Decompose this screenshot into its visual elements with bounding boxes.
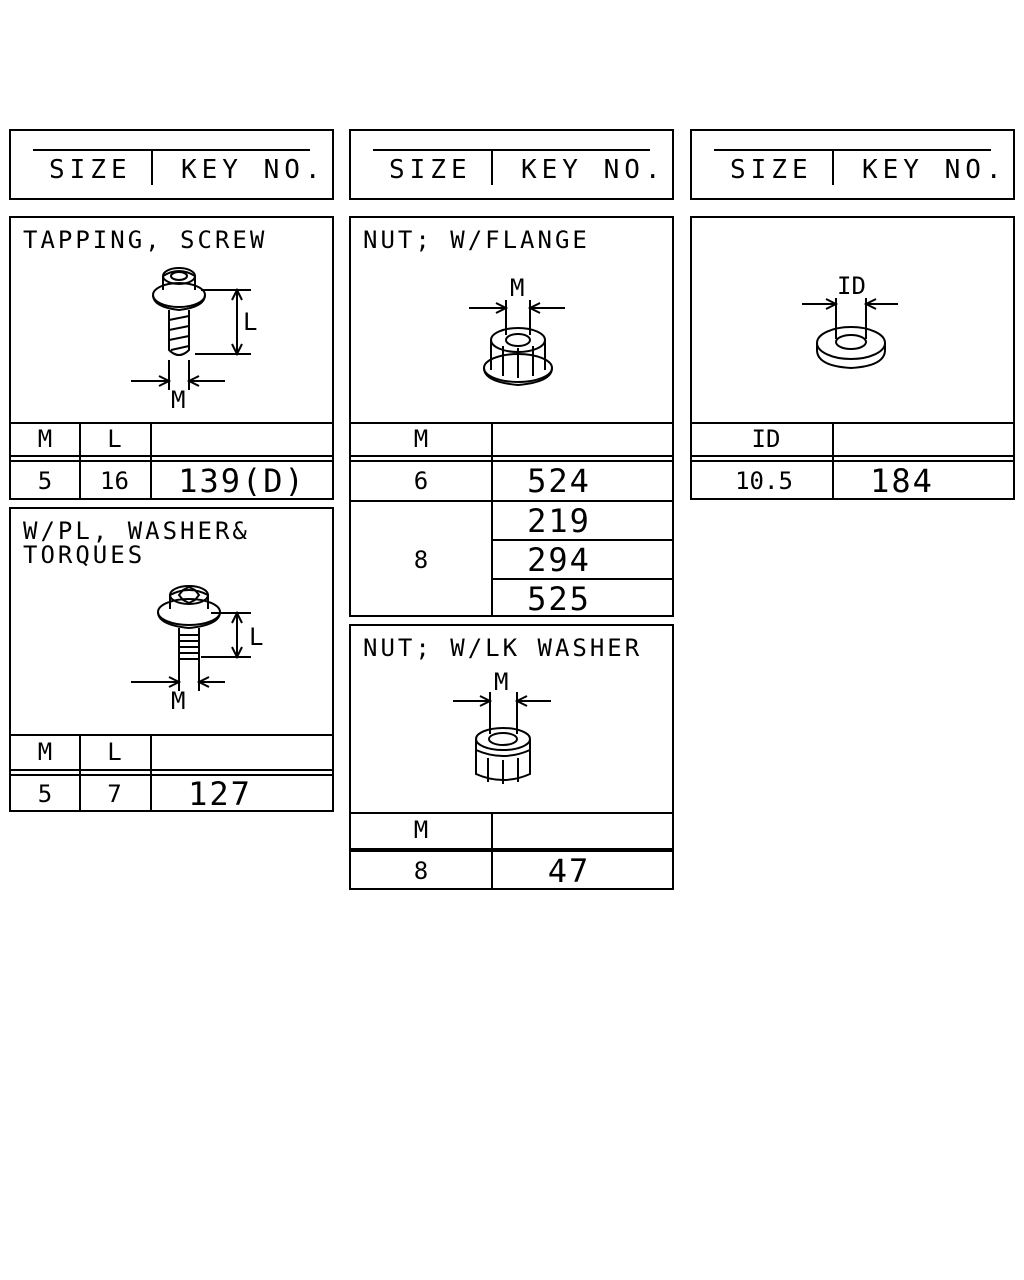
key-no-header: KEY NO. — [181, 155, 326, 185]
key-number: 127 — [188, 775, 252, 813]
key-number: 525 — [527, 579, 591, 618]
tapping-screw-panel — [9, 216, 334, 500]
dimension-m-label: M — [510, 274, 525, 302]
column-header-id: ID — [751, 425, 781, 453]
key-number: 524 — [527, 462, 591, 500]
nut-flange-title: NUT; W/FLANGE — [363, 226, 590, 254]
dimension-id-label: ID — [837, 272, 866, 300]
size-header: SIZE — [389, 155, 472, 185]
washer-icon — [692, 218, 1017, 422]
key-number: 294 — [527, 540, 591, 579]
key-number: 47 — [547, 852, 591, 890]
column-header-m: M — [413, 425, 429, 453]
table-cell-m: 6 — [413, 467, 429, 495]
washer-torques-panel — [9, 507, 334, 812]
nut-flange-panel — [349, 216, 674, 617]
size-header: SIZE — [49, 155, 132, 185]
column-header-m: M — [413, 816, 429, 844]
washer-torques-title-line2: TORQUES — [23, 541, 146, 569]
dimension-m-label: M — [171, 386, 186, 414]
nut-lk-washer-panel — [349, 624, 674, 890]
key-number: 139(D) — [178, 462, 306, 500]
table-cell-id: 10.5 — [735, 467, 793, 495]
flange-nut-icon — [351, 218, 676, 422]
column-header-m: M — [37, 738, 53, 766]
column-header-l: L — [107, 738, 122, 766]
header-box-2 — [349, 129, 674, 200]
table-cell-m: 5 — [37, 467, 53, 495]
table-cell-l: 16 — [100, 467, 129, 495]
table-cell-l: 7 — [107, 780, 122, 808]
dimension-m-label: M — [171, 687, 186, 715]
key-no-header: KEY NO. — [862, 155, 1007, 185]
tapping-screw-title: TAPPING, SCREW — [23, 226, 268, 254]
column-header-m: M — [37, 425, 53, 453]
key-number: 219 — [527, 501, 591, 540]
dimension-l-label: L — [249, 623, 264, 651]
key-number: 184 — [870, 462, 934, 500]
header-box-1 — [9, 129, 334, 200]
table-cell-m: 8 — [413, 857, 429, 885]
key-no-header: KEY NO. — [521, 155, 666, 185]
dimension-m-label: M — [494, 668, 509, 696]
washer-torques-title-line1: W/PL, WASHER& — [23, 517, 250, 545]
column-header-l: L — [107, 425, 122, 453]
header-box-3 — [690, 129, 1015, 200]
nut-lk-washer-title: NUT; W/LK WASHER — [363, 634, 643, 662]
table-cell-m: 8 — [413, 545, 429, 574]
dimension-l-label: L — [243, 308, 258, 336]
size-header: SIZE — [730, 155, 813, 185]
washer-panel — [690, 216, 1015, 500]
lock-washer-nut-icon — [351, 626, 676, 812]
table-cell-m: 5 — [37, 780, 53, 808]
